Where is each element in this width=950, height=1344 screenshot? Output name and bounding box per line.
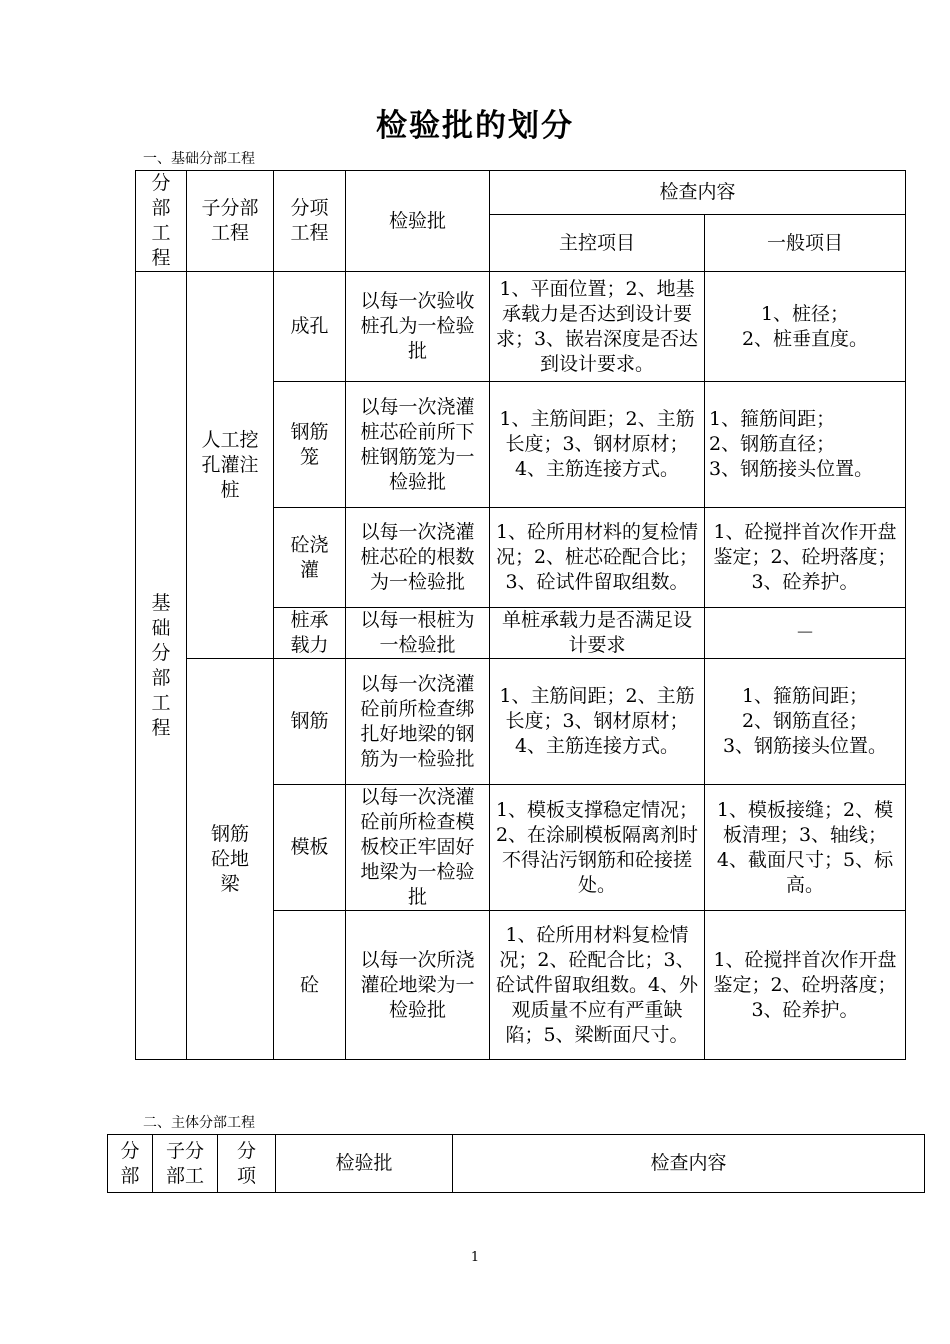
- fenxiang-cell: 成孔: [274, 272, 346, 382]
- yiban-cell: 1、桩径； 2、桩垂直度。: [705, 272, 906, 382]
- section1-heading: 一、基础分部工程: [143, 151, 255, 167]
- jianyanpi-cell: 以每一次浇灌砼前所检查绑扎好地梁的钢筋为一检验批: [346, 659, 490, 785]
- header-jiancha: 检查内容: [490, 171, 906, 215]
- fenxiang-cell: 模板: [274, 785, 346, 911]
- main-structure-table: [107, 1134, 925, 1193]
- header-fenbu: 分部工程: [136, 171, 187, 272]
- fenxiang-cell: 桩承载力: [274, 608, 346, 659]
- fenxiang-cell: 砼: [274, 911, 346, 1060]
- zhukong-cell: 1、平面位置；2、地基承载力是否达到设计要求；3、嵌岩深度是否达到设计要求。: [490, 272, 705, 382]
- zhukong-cell: 1、砼所用材料复检情况；2、砼配合比；3、砼试件留取组数。4、外观质量不应有严重缺陷；5、梁断面尺寸。: [490, 911, 705, 1060]
- fenxiang-cell: 砼浇灌: [274, 508, 346, 608]
- zhukong-cell: 单桩承载力是否满足设计要求: [490, 608, 705, 659]
- zhukong-cell: 1、主筋间距；2、主筋长度；3、钢材原材；4、主筋连接方式。: [490, 382, 705, 508]
- header-fenxiang: 分项工程: [274, 171, 346, 272]
- header-zifenbu: 子分部工: [153, 1135, 218, 1193]
- yiban-cell: 1、箍筋间距； 2、钢筋直径； 3、钢筋接头位置。: [705, 382, 906, 508]
- header-yiban: 一般项目: [705, 215, 906, 272]
- jianyanpi-cell: 以每一次验收桩孔为一检验批: [346, 272, 490, 382]
- zifenbu-cell: 人工挖孔灌注桩: [187, 272, 274, 659]
- header-jianyanpi: 检验批: [276, 1135, 453, 1193]
- yiban-cell: 1、砼搅拌首次作开盘鉴定；2、砼坍落度；3、砼养护。: [705, 911, 906, 1060]
- header-jianyanpi: 检验批: [346, 171, 490, 272]
- header-jiancha: 检查内容: [453, 1135, 925, 1193]
- jianyanpi-cell: 以每一根桩为一检验批: [346, 608, 490, 659]
- jianyanpi-cell: 以每一次浇灌砼前所检查模板校正牢固好地梁为一检验批: [346, 785, 490, 911]
- page-number: 1: [470, 1250, 480, 1265]
- foundation-table: [135, 170, 906, 1060]
- jianyanpi-cell: 以每一次浇灌桩芯砼的根数为一检验批: [346, 508, 490, 608]
- yiban-cell: －: [705, 608, 906, 659]
- page-title: 检验批的划分: [376, 108, 574, 144]
- yiban-cell: 1、模板接缝；2、模板清理；3、轴线；4、截面尺寸；5、标高。: [705, 785, 906, 911]
- zifenbu-cell: 钢筋砼地梁: [187, 659, 274, 1060]
- jianyanpi-cell: 以每一次浇灌桩芯砼前所下桩钢筋笼为一检验批: [346, 382, 490, 508]
- yiban-cell: 1、箍筋间距； 2、钢筋直径； 3、钢筋接头位置。: [705, 659, 906, 785]
- zhukong-cell: 1、砼所用材料的复检情况；2、桩芯砼配合比；3、砼试件留取组数。: [490, 508, 705, 608]
- header-zifenbu: 子分部工程: [187, 171, 274, 272]
- fenxiang-cell: 钢筋笼: [274, 382, 346, 508]
- header-zhukong: 主控项目: [490, 215, 705, 272]
- yiban-cell: 1、砼搅拌首次作开盘鉴定；2、砼坍落度；3、砼养护。: [705, 508, 906, 608]
- fenbu-cell: 基础分部工程: [136, 272, 187, 1060]
- header-fenxiang: 分项: [218, 1135, 276, 1193]
- fenxiang-cell: 钢筋: [274, 659, 346, 785]
- section2-heading: 二、主体分部工程: [143, 1115, 255, 1131]
- zhukong-cell: 1、模板支撑稳定情况；2、在涂刷模板隔离剂时不得沾污钢筋和砼接搓处。: [490, 785, 705, 911]
- zhukong-cell: 1、主筋间距；2、主筋长度；3、钢材原材；4、主筋连接方式。: [490, 659, 705, 785]
- header-fenbu: 分部: [108, 1135, 153, 1193]
- jianyanpi-cell: 以每一次所浇灌砼地梁为一检验批: [346, 911, 490, 1060]
